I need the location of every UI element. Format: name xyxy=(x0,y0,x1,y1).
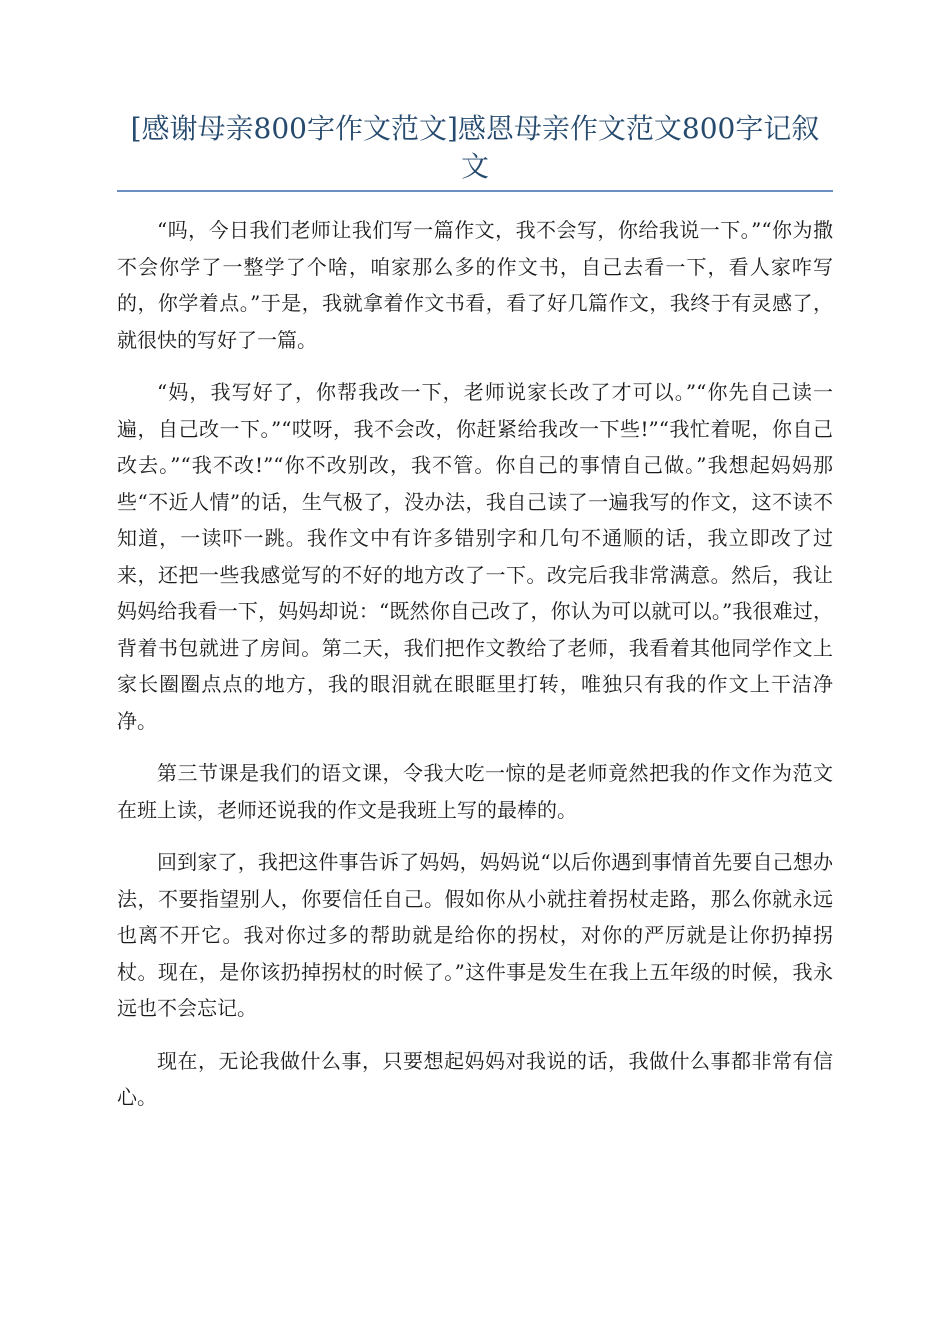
paragraph: 第三节课是我们的语文课，令我大吃一惊的是老师竟然把我的作文作为范文在班上读，老师还说我的作文是我班上写的最棒的。 xyxy=(117,761,833,822)
document-body xyxy=(117,212,833,1116)
paragraph: “吗，今日我们老师让我们写一篇作文，我不会写，你给我说一下。”“你为撒不会你学了一整学了个啥，咱家那么多的作文书，自己去看一下，看人家咋写的，你学着点。”于是，我就拿着作文书看，看了好几篇作文，我终于有灵感了，就很快的写好了一篇。 xyxy=(117,218,833,352)
paragraph: 现在，无论我做什么事，只要想起妈妈对我说的话，我做什么事都非常有信心。 xyxy=(117,1048,833,1109)
paragraph: 回到家了，我把这件事告诉了妈妈，妈妈说“以后你遇到事情首先要自己想办法，不要指望别人，你要信任自己。假如你从小就拄着拐杖走路，那么你就永远也离不开它。我对你过多的帮助就是给你的拐杖，对你的严厉就是让你扔掉拐杖。现在，是你该扔掉拐杖的时候了。”这件事是发生在我上五年级的时候，我永远也不会忘记。 xyxy=(117,850,833,1020)
paragraph: “妈，我写好了，你帮我改一下，老师说家长改了才可以。”“你先自己读一遍，自己改一下。”“哎呀，我不会改，你赶紧给我改一下些!”“我忙着呢，你自己改去。”“我不改!”“你不改别改，我不管。你自己的事情自己做。”我想起妈妈那些“不近人情”的话，生气极了，没办法，我自己读了一遍我写的作文，这不读不知道，一读吓一跳。我作文中有许多错别字和几句不通顺的话，我立即改了过来，还把一些我感觉写的不好的地方改了一下。改完后我非常满意。然后，我让妈妈给我看一下，妈妈却说：“既然你自己改了，你认为可以就可以。”我很难过，背着书包就进了房间。第二天，我们把作文教给了老师，我看着其他同学作文上家长圈圈点点的地方，我的眼泪就在眼眶里打转，唯独只有我的作文上干洁净净。 xyxy=(117,380,833,733)
document-title: [感谢母亲800字作文范文]感恩母亲作文范文800字记叙文 xyxy=(117,110,833,192)
